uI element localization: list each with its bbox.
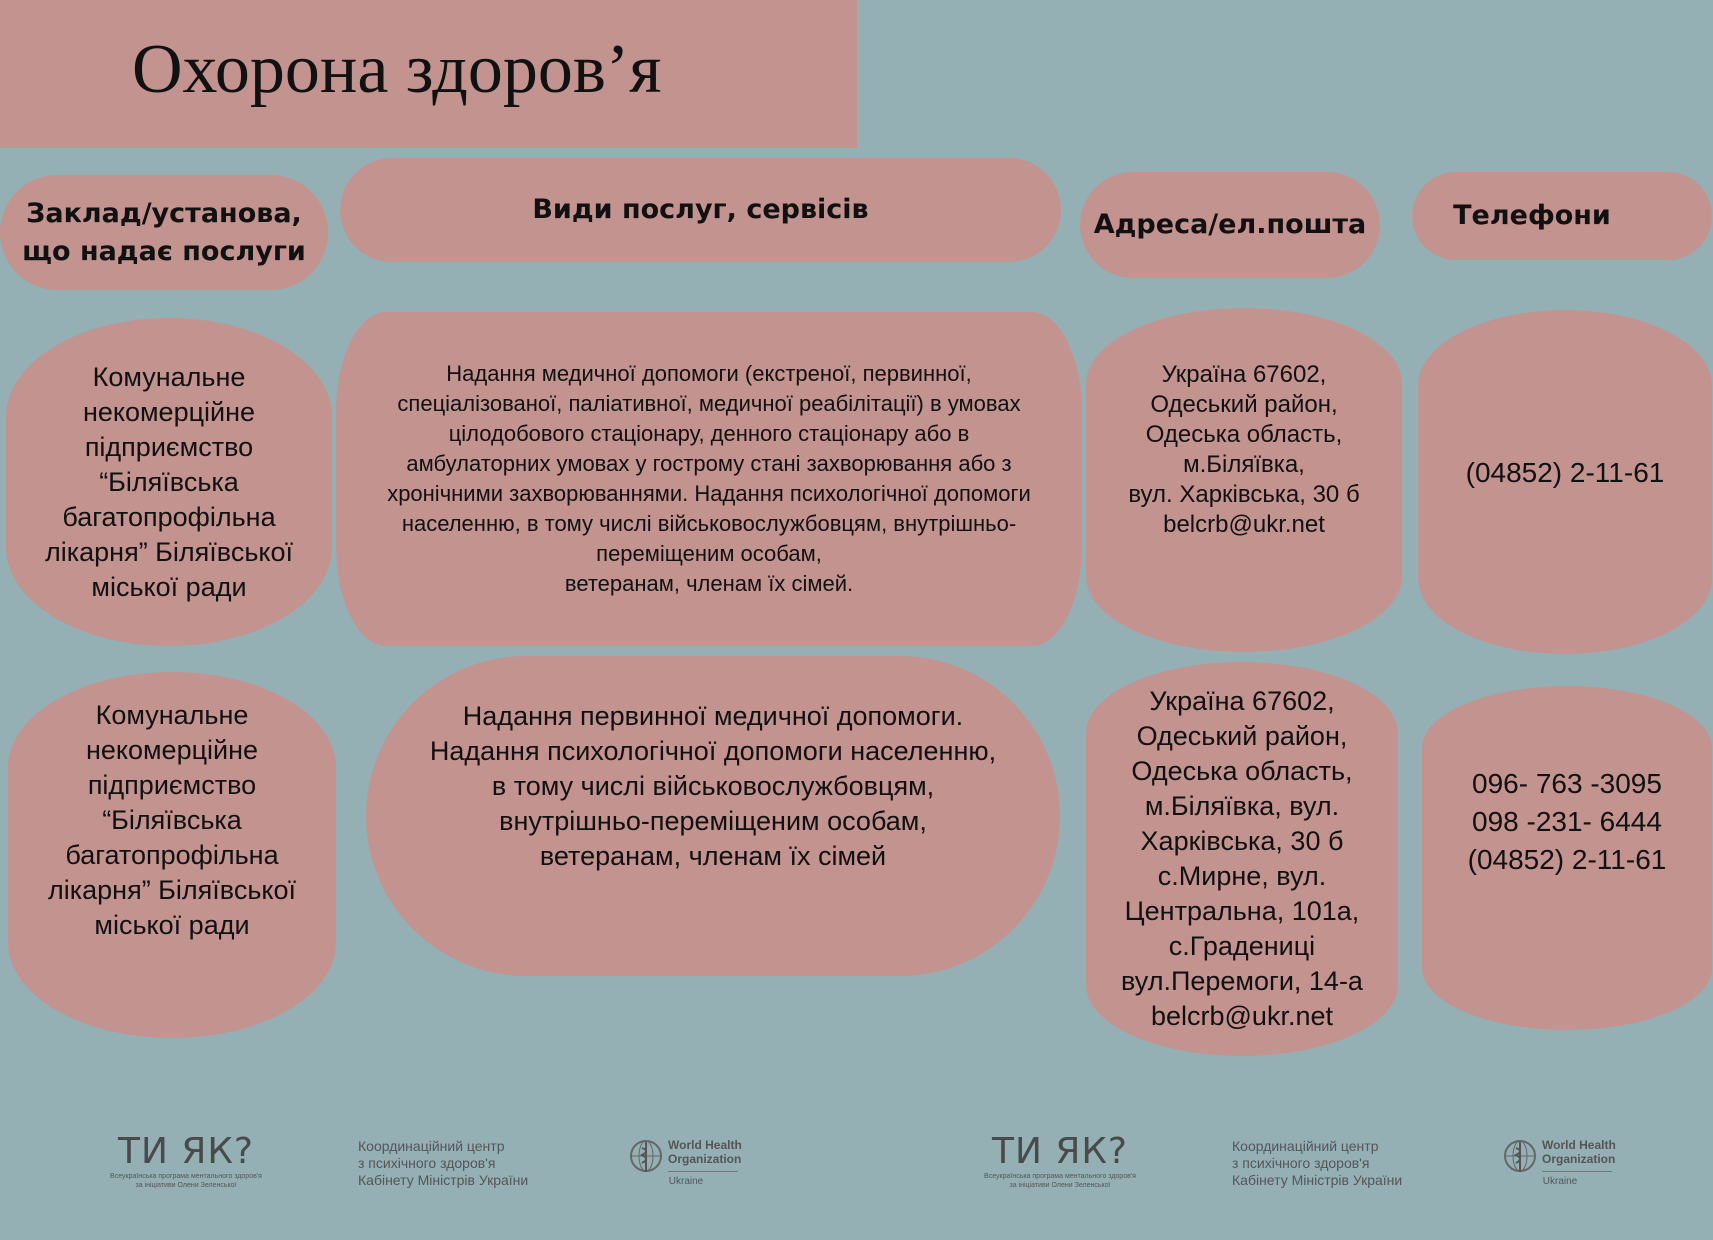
who-emblem-icon <box>1500 1138 1540 1174</box>
row1-address: Україна 67602, Одеський район, Одеська область, м.Біляївка, вул. Харківська, 30 б belcrb@ukr.net <box>1086 308 1402 652</box>
who-logo: World Health Organization Ukraine <box>626 1136 756 1196</box>
row1-services: Надання медичної допомоги (екстреної, первинної, спеціалізованої, паліативної, медичної реабілітації) в умовах цілодобового стаціонару, денного стаціонару або в амбулаторних умовах у гострому стані захворювання або з хронічними захворюваннями. Надання психологічної допомоги населенню, в тому числі військовослужбовцям, внутрішньо- переміщеним особам, ветеранам, членам їх сімей. <box>336 312 1082 646</box>
page-title: Охорона здоров’я <box>132 31 662 108</box>
row1-institution: Комунальне некомерційне підприємство “Біляївська багатопрофільна лікарня” Біляївської міської ради <box>6 318 332 646</box>
coord-center-logo: Координаційний центр з психічного здоров'я Кабінету Міністрів України <box>358 1138 529 1188</box>
who-emblem-icon <box>626 1138 666 1174</box>
header-institution: Заклад/установа, що надає послуги <box>0 175 328 290</box>
row1-phones: (04852) 2-11-61 <box>1418 310 1712 654</box>
header-services: Види послуг, сервісів <box>340 158 1061 262</box>
row2-phones: 096- 763 -3095 098 -231- 6444 (04852) 2-11-61 <box>1422 686 1712 1030</box>
coord-center-logo: Координаційний центр з психічного здоров'я Кабінету Міністрів України <box>1232 1138 1403 1188</box>
header-phones: Телефони <box>1412 172 1712 260</box>
row2-address: Україна 67602, Одеський район, Одеська область, м.Біляївка, вул. Харківська, 30 б с.Мирне, вул. Центральна, 101а, с.Градениці вул.Перемоги, 14-а belcrb@ukr.net <box>1086 662 1398 1056</box>
header-address: Адреса/ел.пошта <box>1080 172 1380 278</box>
title-banner <box>0 0 857 148</box>
tiyak-logo: ТИ ЯК? Всеукраїнська програма ментального здоров'я за ініціативи Олени Зеленської <box>110 1131 262 1189</box>
row2-services: Надання первинної медичної допомоги. Надання психологічної допомоги населенню, в тому числі військовослужбовцям, внутрішньо-переміщеним особам, ветеранам, членам їх сімей <box>366 656 1060 976</box>
who-logo: World Health Organization Ukraine <box>1500 1136 1630 1196</box>
tiyak-logo: ТИ ЯК? Всеукраїнська програма ментального здоров'я за ініціативи Олени Зеленської <box>984 1131 1136 1189</box>
footer-logos <box>0 1120 1713 1200</box>
row2-institution: Комунальне некомерційне підприємство “Біляївська багатопрофільна лікарня” Біляївської міської ради <box>8 672 336 1038</box>
